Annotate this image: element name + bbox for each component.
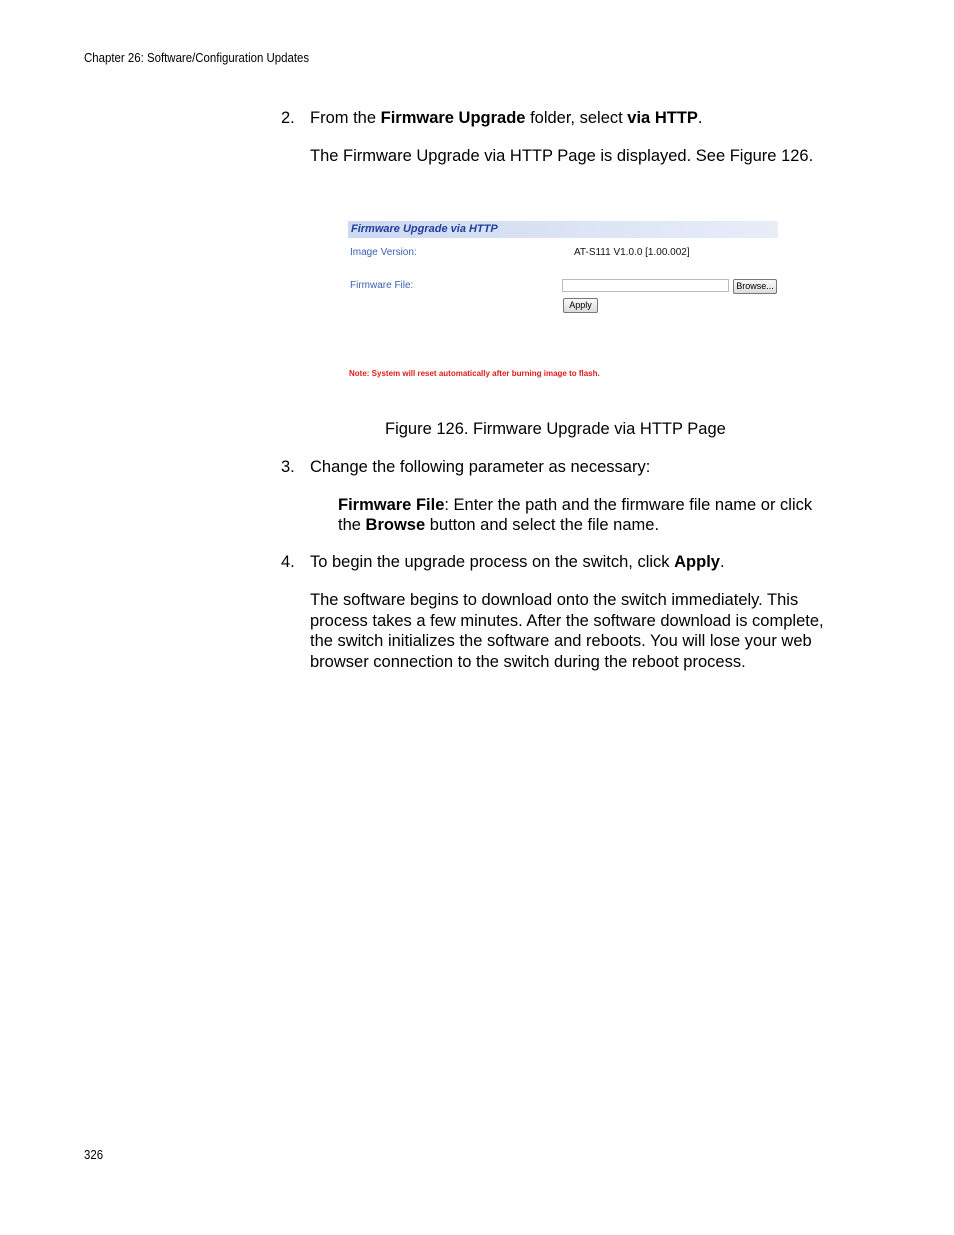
firmware-file-input[interactable] [562,279,729,292]
step-4-paragraph [310,590,824,672]
step-2-option: via HTTP [627,109,698,127]
figure-screenshot [346,218,780,384]
step-4-text [310,552,725,573]
step-2-folder: Firmware Upgrade [380,109,526,127]
paragraph-line: browser connection to the switch during the reboot process. [310,652,746,671]
param-firmware-file-line2 [338,515,659,536]
paragraph-line: The software begins to download onto the switch immediately. This [310,591,799,609]
image-version-value: AT-S111 V1.0.0 [1.00.002] [574,247,690,258]
param-browse: Browse [365,516,426,534]
paragraph-line: the switch initializes the software and reboots. You will lose your web [310,632,812,650]
reset-note [349,369,600,378]
paragraph-line: process takes a few minutes. After the software download is complete, [310,611,824,630]
apply-button[interactable]: Apply [563,298,598,313]
param-line2-post: button and select the file name. [425,516,660,534]
step-2-post: . [697,109,703,127]
figure-caption: Figure 126. Firmware Upgrade via HTTP Page [385,420,726,438]
step-4-number: 4. [281,553,295,571]
step-3-text: Change the following parameter as necessary: [310,458,651,476]
step-2-text [310,108,703,129]
param-name: Firmware File [338,496,445,514]
step-2-number: 2. [281,109,295,127]
step-4-apply: Apply [674,553,720,571]
step-4-post: . [719,553,725,571]
note-text: System will reset automatically after burning image to flash. [369,369,600,378]
figure-title-bar [348,221,778,238]
step-2-pre: From the [310,109,381,127]
figure-page-title: Firmware Upgrade via HTTP [351,223,498,235]
step-2-mid: folder, select [525,109,628,127]
image-version-label: Image Version: [350,247,417,258]
chapter-header: Chapter 26: Software/Configuration Updates [84,50,310,65]
param-desc-line1: : Enter the path and the firmware file name or click [444,496,813,514]
browse-button[interactable]: Browse... [733,279,777,294]
note-label: Note: [349,369,370,378]
page-number: 326 [84,1147,104,1162]
firmware-file-label: Firmware File: [350,280,414,291]
step-3-number: 3. [281,458,295,476]
param-firmware-file [338,495,812,516]
step-2-result: The Firmware Upgrade via HTTP Page is displayed. See Figure 126. [310,147,814,165]
param-line2-pre: the [338,516,366,534]
step-4-pre: To begin the upgrade process on the switch, click [310,553,675,571]
